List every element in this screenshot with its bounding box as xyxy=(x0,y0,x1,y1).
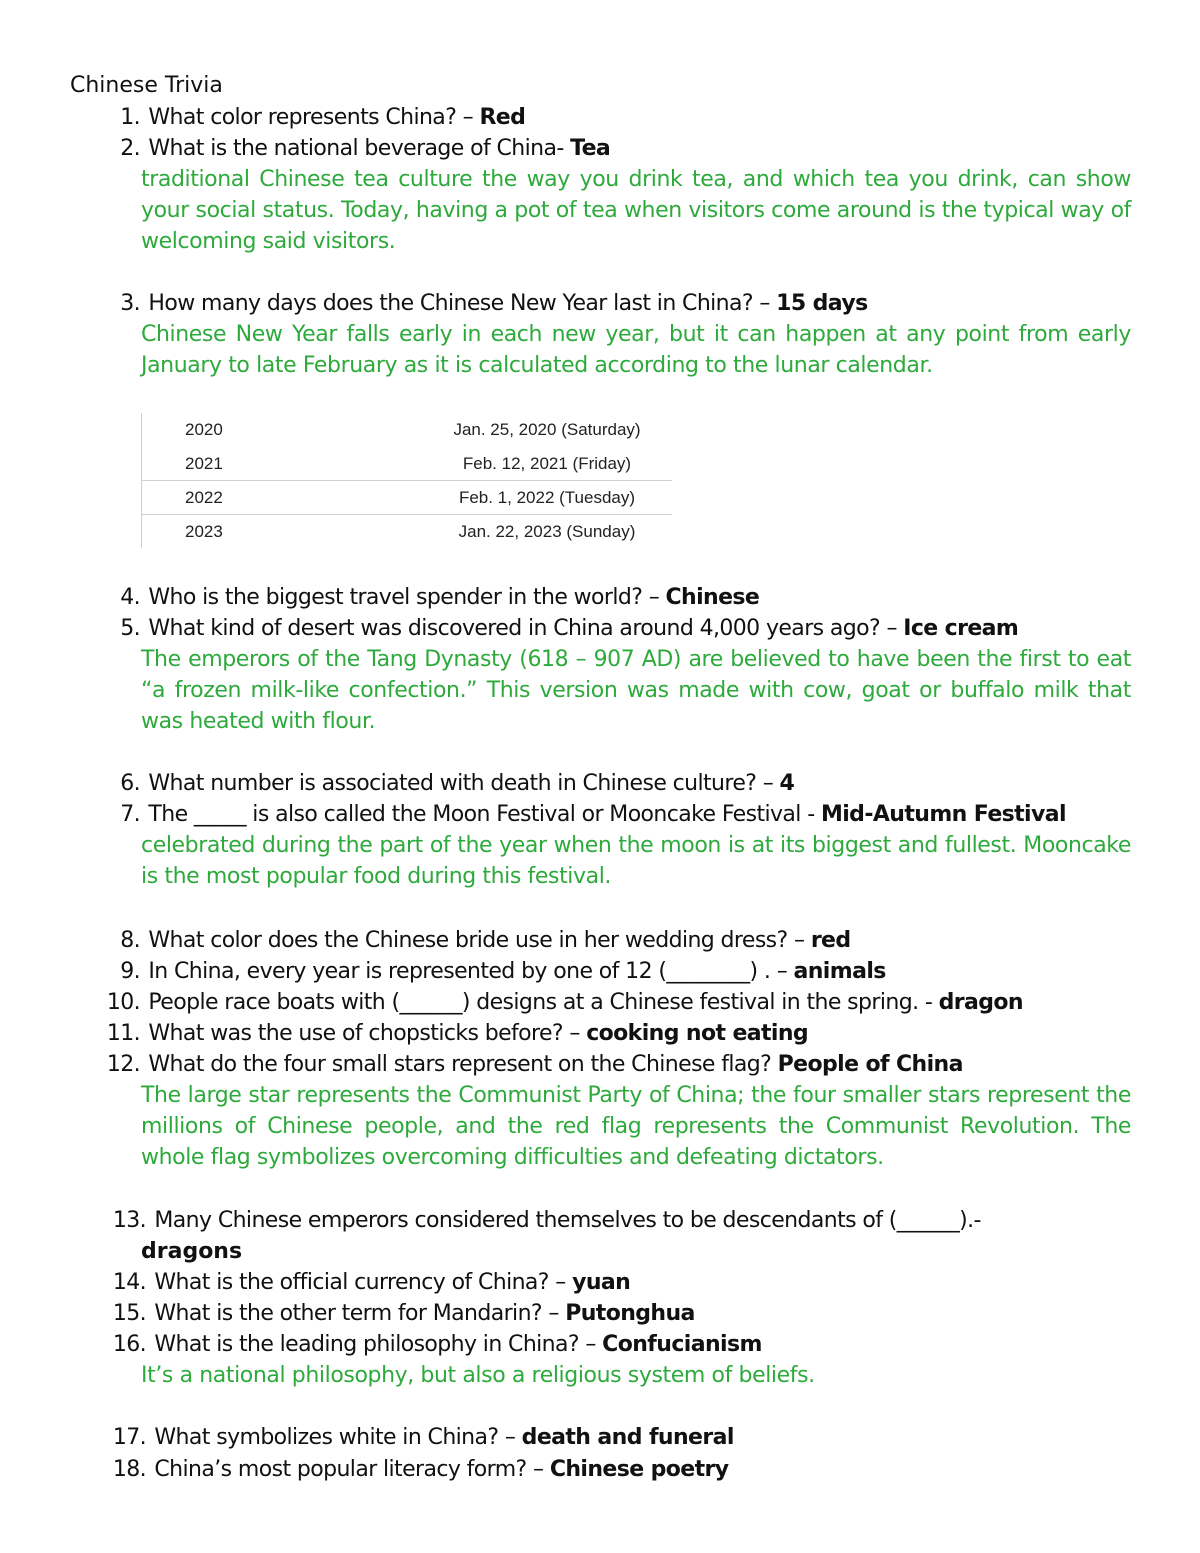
trivia-item-14 xyxy=(100,1267,1130,1298)
question-text: What is the official currency of China? – xyxy=(154,1270,573,1295)
trivia-item-18 xyxy=(100,1454,1130,1485)
question-text: What kind of desert was discovered in China around 4,000 years ago? – xyxy=(148,616,904,641)
table-row xyxy=(142,514,672,549)
trivia-item-9 xyxy=(100,956,1130,987)
new-year-dates-table xyxy=(141,413,672,548)
item-number: 7. xyxy=(120,802,140,827)
date-cell: Feb. 12, 2021 (Friday) xyxy=(462,454,632,473)
answer-text: cooking not eating xyxy=(586,1021,809,1046)
question-text: What is the other term for Mandarin? – xyxy=(154,1301,566,1326)
explanation-note-12: The large star represents the Communist Party of China; the four smaller stars represent the millions of Chinese people, and the red flag represents the Communist Revolution. The whole flag symbolizes overcoming difficulties and defeating dictators. xyxy=(141,1083,1131,1170)
explanation-note-7: celebrated during the part of the year when the moon is at its biggest and fullest. Mooncake is the most popular food during this festival. xyxy=(141,833,1131,889)
question-text: Who is the biggest travel spender in the world? – xyxy=(148,585,666,610)
table-row xyxy=(142,480,672,515)
trivia-item-3 xyxy=(100,288,1130,319)
answer-text: Tea xyxy=(570,136,611,161)
year-cell: 2020 xyxy=(185,420,223,439)
question-text: China’s most popular literacy form? – xyxy=(154,1457,550,1482)
trivia-item-17 xyxy=(100,1422,1130,1453)
answer-text: death and funeral xyxy=(521,1425,734,1450)
question-text: Many Chinese emperors considered themselves to be descendants of (______).- xyxy=(154,1208,981,1233)
question-text: What is the leading philosophy in China? – xyxy=(154,1332,603,1357)
trivia-item-12 xyxy=(100,1049,1130,1080)
question-text: What symbolizes white in China? – xyxy=(154,1425,522,1450)
question-text: The _____ is also called the Moon Festival or Mooncake Festival - xyxy=(148,802,821,827)
item-number: 15. xyxy=(112,1301,146,1326)
answer-text: Chinese poetry xyxy=(549,1457,729,1482)
answer-text: 4 xyxy=(779,771,795,796)
item-number: 4. xyxy=(120,585,140,610)
item-number: 11. xyxy=(106,1021,140,1046)
trivia-item-2 xyxy=(100,133,1130,164)
item-number: 10. xyxy=(106,990,140,1015)
question-text: What is the national beverage of China- xyxy=(148,136,571,161)
item-number: 3. xyxy=(120,291,140,316)
item-number: 17. xyxy=(112,1425,146,1450)
item-number: 16. xyxy=(112,1332,146,1357)
year-cell: 2022 xyxy=(185,488,223,507)
document-title: Chinese Trivia xyxy=(70,73,223,98)
trivia-item-8 xyxy=(100,925,1130,956)
explanation-note-3: Chinese New Year falls early in each new year, but it can happen at any point from early January to late February as it is calculated according to the lunar calendar. xyxy=(141,322,1131,378)
item-number: 5. xyxy=(120,616,140,641)
question-text: People race boats with (______) designs at a Chinese festival in the spring. - xyxy=(148,990,939,1015)
item-number: 9. xyxy=(120,959,140,984)
answer-text: Red xyxy=(479,105,526,130)
trivia-item-10 xyxy=(100,987,1130,1018)
date-cell: Jan. 22, 2023 (Sunday) xyxy=(458,522,636,541)
trivia-item-1 xyxy=(100,102,1130,133)
trivia-item-5 xyxy=(100,613,1130,644)
answer-text: People of China xyxy=(777,1052,963,1077)
item-number: 14. xyxy=(112,1270,146,1295)
answer-text: Confucianism xyxy=(602,1332,762,1357)
trivia-item-15 xyxy=(100,1298,1130,1329)
year-cell: 2021 xyxy=(185,454,223,473)
item-number: 1. xyxy=(120,105,140,130)
answer-text: Ice cream xyxy=(903,616,1019,641)
answer-text: animals xyxy=(793,959,886,984)
explanation-note-2: traditional Chinese tea culture the way you drink tea, and which tea you drink, can show your social status. Today, having a pot of tea when visitors come around is the typical way of welcoming said visitors. xyxy=(141,167,1131,254)
item-number: 8. xyxy=(120,928,140,953)
answer-text: Mid-Autumn Festival xyxy=(820,802,1066,827)
answer-text: yuan xyxy=(572,1270,631,1295)
trivia-item-6 xyxy=(100,768,1130,799)
question-text: What do the four small stars represent on the Chinese flag? xyxy=(148,1052,778,1077)
item-number: 18. xyxy=(112,1457,146,1482)
trivia-item-16 xyxy=(100,1329,1130,1360)
answer-text: red xyxy=(810,928,851,953)
explanation-note-5: The emperors of the Tang Dynasty (618 – 907 AD) are believed to have been the first to eat “a frozen milk-like confection.” This version was made with cow, goat or buffalo milk that was heated with flour. xyxy=(141,647,1131,734)
table-row xyxy=(142,413,672,447)
question-text: What number is associated with death in Chinese culture? – xyxy=(148,771,780,796)
date-cell: Jan. 25, 2020 (Saturday) xyxy=(453,420,641,439)
item-number: 6. xyxy=(120,771,140,796)
answer-text: 15 days xyxy=(776,291,868,316)
trivia-item-7 xyxy=(100,799,1130,830)
question-text: In China, every year is represented by one of 12 (________) . – xyxy=(148,959,794,984)
item-number: 2. xyxy=(120,136,140,161)
answer-text: Putonghua xyxy=(565,1301,695,1326)
question-text: What was the use of chopsticks before? – xyxy=(148,1021,587,1046)
question-text: How many days does the Chinese New Year last in China? – xyxy=(148,291,777,316)
question-text: What color represents China? – xyxy=(148,105,480,130)
year-cell: 2023 xyxy=(185,522,223,541)
question-text: What color does the Chinese bride use in her wedding dress? – xyxy=(148,928,811,953)
explanation-note-16: It’s a national philosophy, but also a religious system of beliefs. xyxy=(141,1363,815,1388)
answer-text-13: dragons xyxy=(141,1239,243,1264)
answer-text: Chinese xyxy=(665,585,760,610)
item-number: 13. xyxy=(112,1208,146,1233)
table-row xyxy=(142,447,672,481)
trivia-item-13 xyxy=(100,1205,1130,1236)
trivia-item-11 xyxy=(100,1018,1130,1049)
item-number: 12. xyxy=(106,1052,140,1077)
date-cell: Feb. 1, 2022 (Tuesday) xyxy=(458,488,636,507)
trivia-item-4 xyxy=(100,582,1130,613)
answer-text: dragon xyxy=(938,990,1023,1015)
